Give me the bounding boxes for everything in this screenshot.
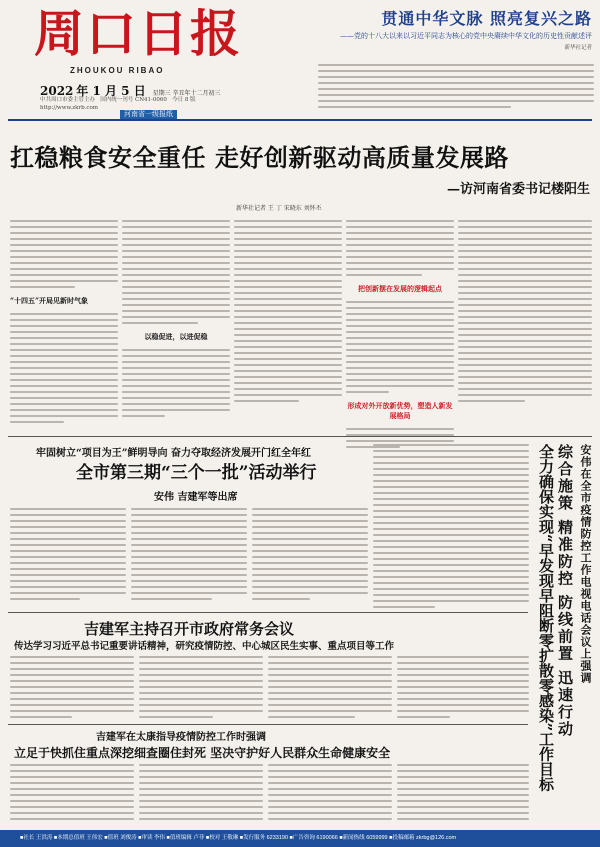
story3-headline: 吉建军主持召开市政府常务会议 — [84, 620, 295, 638]
story3-column-2 — [139, 656, 263, 718]
story2-column-3 — [252, 508, 368, 600]
sidebar-slogan-2: 全力确保实现“早发现早阻断零扩散零感染”工作目标 — [537, 444, 555, 792]
story4-headline: 立足于快抓住重点深挖细查圈住封死 坚决守护好人民群众生命健康安全 — [14, 746, 391, 760]
story3-column-3 — [268, 656, 392, 718]
teaser-box — [300, 6, 592, 51]
teaser-byline: 新华社记者 — [564, 45, 592, 51]
teaser-subtitle: ——党的十八大以来以习近平同志为核心的党中央赓续中华文化的历史性贡献述评 — [340, 32, 592, 40]
story3-column-4 — [397, 656, 529, 718]
section-divider-2 — [8, 612, 528, 613]
edition-badge: 河南省一级报纸 — [120, 110, 177, 120]
story2-headline: 全市第三期“三个一批”活动举行 — [76, 463, 317, 483]
lead-column-5 — [458, 220, 592, 402]
masthead-rule — [8, 119, 592, 121]
lead-column-4 — [346, 220, 454, 448]
lead-section-3: 把创新摆在发展的逻辑起点 — [358, 284, 442, 293]
lead-byline: 新华社记者 王 丁 宋晓东 刘怀丕 — [236, 205, 322, 212]
lead-subhead: —访河南省委书记楼阳生 — [446, 182, 590, 197]
issue-month-day: 年 1 月 5 日 — [76, 84, 146, 98]
story4-column-1 — [10, 764, 134, 820]
lead-column-3 — [234, 220, 342, 402]
sidebar-vertical-title: 安伟在全市疫情防控工作电视电话会议上强调 — [579, 444, 592, 684]
lead-headline: 扛稳粮食安全重任 走好创新驱动高质量发展路 — [10, 143, 509, 172]
publisher-text: 中共周口市委主管主办 — [40, 97, 96, 103]
story2-byline: 安伟 吉建军等出席 — [154, 492, 238, 503]
story4-column-3 — [268, 764, 392, 820]
story2-column-1 — [10, 508, 126, 600]
footer-bar: ■社长 王洪涛 ■本期总值班 王伟宏 ■值班 刘俊涛 ■审读 李伟 ■值班编辑 卢菲 ■校对 王敬琳 ■发行服务 6233190 ■广告咨询 6190066 ■新闻热线 6059999 ■投稿邮箱 zkrbg@126.com — [0, 830, 600, 847]
story2-column-4 — [373, 444, 529, 608]
site-url: http://www.zkrb.com — [40, 105, 98, 111]
lead-section-2: 以稳促进，以进促稳 — [144, 332, 208, 341]
logo-pinyin: ZHOUKOU RIBAO — [70, 66, 165, 75]
teaser-title: 贯通中华文脉 照亮复兴之路 — [381, 9, 592, 28]
masthead — [0, 0, 600, 118]
edition-count: 今日 8 版 — [172, 97, 196, 103]
section-divider-3 — [8, 724, 528, 725]
sidebar-slogan-1: 综合施策 精准防控 防线前置 迅速行动 — [556, 444, 574, 738]
story4-column-4 — [397, 764, 529, 820]
lead-column-2 — [122, 220, 230, 417]
story2-column-2 — [131, 508, 247, 600]
lunar-date: 星期三 辛丑年十二月初三 — [152, 90, 221, 97]
teaser-body-text — [318, 64, 594, 116]
story4-kicker: 吉建军在太康指导疫情防控工作时强调 — [96, 732, 266, 743]
newspaper-logo: 周口日报 — [34, 4, 242, 63]
issue-year: 2022 — [40, 84, 74, 98]
lead-section-4: 形成对外开放新优势，塑造人新发展格局 — [347, 401, 453, 420]
story4-column-2 — [139, 764, 263, 820]
vertical-sidebar — [537, 444, 593, 816]
cn-code: 国内统一刊号 CN41-0060 — [100, 97, 167, 103]
section-divider-1 — [8, 436, 592, 437]
story2-kicker: 牢固树立“项目为王”鲜明导向 奋力夺取经济发展开门红全年红 — [36, 448, 311, 459]
lead-section-1: “十四五”开局见新时气象 — [10, 296, 89, 305]
lead-column-1 — [10, 220, 118, 423]
story3-subhead: 传达学习习近平总书记重要讲话精神，研究疫情防控、中心城区民生实事、重点项目等工作 — [14, 641, 395, 652]
story3-column-1 — [10, 656, 134, 718]
